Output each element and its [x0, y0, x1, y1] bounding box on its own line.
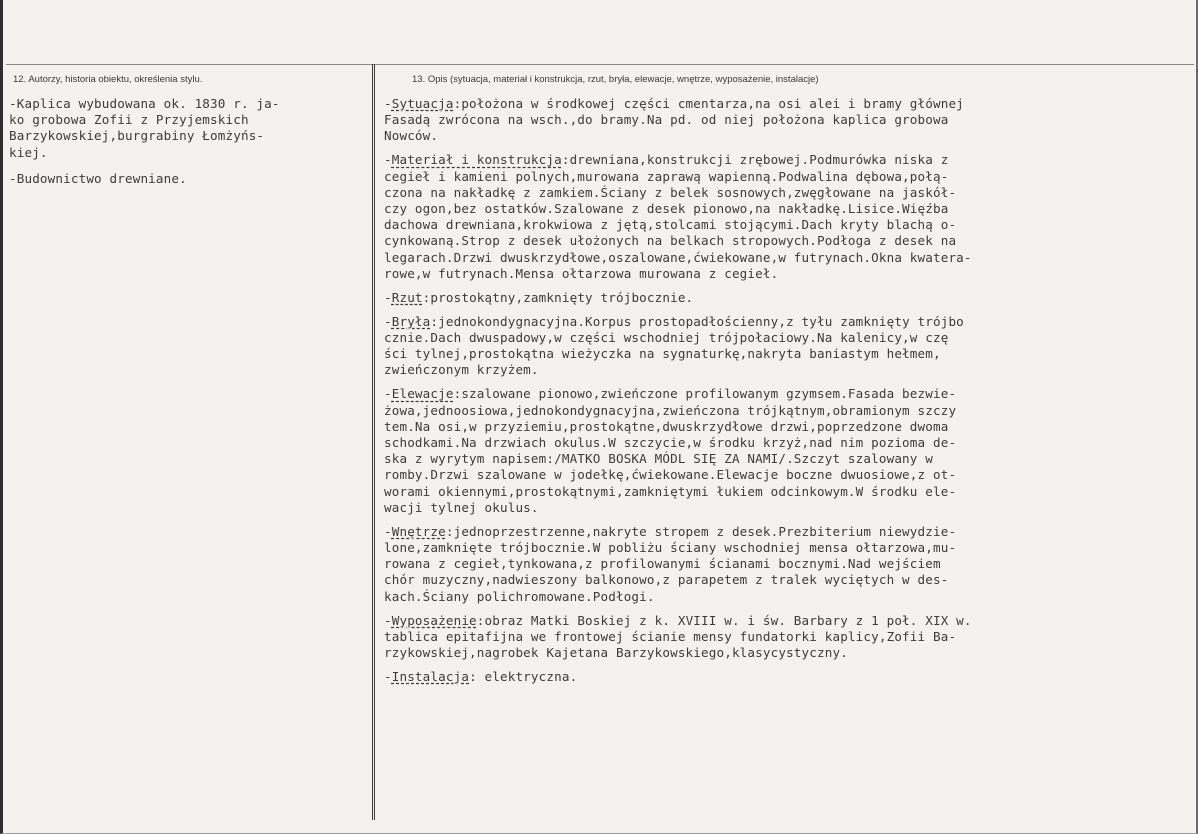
line-text: :drewniana,konstrukcji zrębowej.Podmurówka niska z — [561, 152, 949, 168]
text-line — [384, 112, 1150, 128]
section-label: Rzut — [391, 289, 423, 305]
text-line — [384, 669, 1150, 685]
text-line — [384, 419, 1150, 435]
text-line: -Kaplica wybudowana ok. 1830 r. ja- — [9, 96, 280, 111]
text-line — [384, 613, 1150, 629]
text-line — [384, 169, 1150, 185]
text-line — [384, 403, 1150, 419]
text-line — [384, 556, 1150, 572]
section-label: Wyposażenie — [391, 612, 477, 628]
history-paragraph — [9, 171, 367, 187]
line-text: :położona w środkowej części cmentarza,na osi alei i bramy głównej — [453, 96, 964, 111]
line-text: schodkami.Na drzwiach okulus.W szczycie,w środku krzyż,nad nim pozioma de- — [384, 435, 957, 451]
text-line — [384, 233, 1150, 249]
text-line — [384, 290, 1150, 306]
line-text: chór muzyczny,nadwieszony balkonowo,z parapetem z tralek wyciętych w des- — [384, 572, 949, 588]
line-text: lone,zamknięte trójbocznie.W pobliżu ściany wschodniej mensa ołtarzowa,mu- — [384, 540, 957, 556]
dash-marker: - — [384, 313, 392, 329]
description-column — [384, 96, 1150, 693]
text-line — [384, 201, 1150, 217]
line-text: żowa,jednoosiowa,jednokondygnacyjna,zwieńczona trójkątnym,obramionym szczy — [384, 402, 957, 418]
text-line — [384, 266, 1150, 282]
text-line: ko grobowa Zofii z Przyjemskich — [9, 112, 249, 128]
text-line — [384, 451, 1150, 467]
text-line: -Budownictwo drewniane. — [9, 170, 187, 186]
column-divider-inner — [374, 64, 375, 820]
description-paragraph — [384, 314, 1150, 379]
text-line: kiej. — [9, 144, 48, 160]
line-text: tablica epitafijna we frontowej ścianie mensy fundatorki kaplicy,Zofii Ba- — [384, 628, 957, 644]
line-text: Fasadą zwrócona na wsch.,do bramy.Na pd. od niej położona kaplica grobowa — [384, 112, 949, 128]
section-label: Elewacje — [391, 386, 454, 402]
text-line — [384, 467, 1150, 483]
line-text: dachowa drewniana,krokwiowa z jętą,stolcami stojącymi.Dach kryty blachą o- — [384, 217, 957, 233]
line-text: Nowców. — [384, 128, 439, 144]
section-13-header: 13. Opis (sytuacja, materiał i konstrukcja, rzut, bryła, elewacje, wnętrze, wyposażenie, instalacje) — [412, 74, 819, 85]
line-text: zwieńczonym krzyżem. — [384, 362, 539, 378]
text-line — [384, 540, 1150, 556]
column-divider — [372, 64, 373, 820]
dash-marker: - — [384, 612, 392, 628]
text-line: Barzykowskiej,burgrabiny Łomżyńs- — [9, 128, 265, 144]
dash-marker: - — [384, 669, 392, 685]
description-paragraph — [384, 524, 1150, 605]
line-text: legarach.Drzwi dwuskrzydłowe,oszalowane,ćwiekowane,w futrynach.Okna kwatera- — [384, 249, 972, 265]
line-text: :prostokątny,zamknięty trójbocznie. — [422, 289, 694, 305]
text-line — [384, 152, 1150, 168]
line-text: : elektryczna. — [469, 669, 578, 685]
line-text: wacji tylnej okulus. — [384, 499, 539, 515]
line-text: czona na nakładkę z zamkiem.Ściany z belek sosnowych,zwęgłowane na jaskół- — [384, 184, 957, 200]
section-label: Bryła — [391, 313, 431, 329]
text-line — [384, 330, 1150, 346]
description-paragraph — [384, 152, 1150, 282]
dash-marker: - — [384, 289, 392, 305]
text-line — [384, 386, 1150, 402]
line-text: rowana z cegieł,tynkowana,z profilowanymi ścianami bocznymi.Nad wejściem — [384, 556, 941, 572]
line-text: kach.Ściany polichromowane.Podłogi. — [384, 588, 655, 604]
line-text: :szalowane pionowo,zwieńczone profilowanym gzymsem.Fasada bezwie- — [453, 386, 957, 402]
text-line — [384, 314, 1150, 330]
dash-marker: - — [384, 152, 392, 168]
line-text: rowe,w futrynach.Mensa ołtarzowa murowana z cegieł. — [384, 265, 779, 281]
dash-marker: - — [384, 96, 392, 111]
text-line — [384, 96, 1150, 112]
line-text: tem.Na osi,w przyziemiu,prostokątne,dwuskrzydłowe drzwi,poprzedzone dwoma — [384, 418, 949, 434]
section-label: Wnętrze — [391, 523, 446, 539]
section-12-header: 12. Autorzy, historia obiektu, określenia stylu. — [13, 74, 203, 85]
text-line — [384, 435, 1150, 451]
line-text: romby.Drzwi szalowane w jodełkę,ćwiekowane.Elewacje boczne dwuosiowe,z ot- — [384, 467, 957, 483]
description-paragraph — [384, 290, 1150, 306]
text-line — [384, 524, 1150, 540]
text-line — [384, 128, 1150, 144]
section-label: Instalacja — [391, 669, 470, 685]
text-line — [384, 645, 1150, 661]
line-text: :jednoprzestrzenne,nakryte stropem z desek.Prezbiterium niewydzie- — [445, 523, 957, 539]
section-label: Materiał i konstrukcja — [391, 152, 562, 168]
description-paragraph — [384, 96, 1150, 145]
text-line — [384, 500, 1150, 516]
description-paragraph — [384, 613, 1150, 662]
dash-marker: - — [384, 523, 392, 539]
history-paragraph — [9, 96, 367, 161]
line-text: czy ogon,bez ostatków.Szalowane z desek pionowo,na nakładkę.Lisice.Więźba — [384, 201, 949, 217]
text-line — [384, 346, 1150, 362]
dash-marker: - — [384, 386, 392, 402]
text-line — [384, 185, 1150, 201]
description-paragraph — [384, 386, 1150, 516]
text-line — [384, 484, 1150, 500]
text-line — [384, 572, 1150, 588]
line-text: :obraz Matki Boskiej z k. XVIII w. i św. Barbary z 1 poł. XIX w. — [476, 612, 972, 628]
history-column — [9, 96, 367, 197]
text-line — [384, 250, 1150, 266]
text-line — [384, 362, 1150, 378]
line-text: ska z wyrytym napisem:/MATKO BOSKA MÓDL SIĘ ZA NAMI/.Szczyt szalowany w — [384, 451, 933, 467]
line-text: :jednokondygnacyjna.Korpus prostopadłościenny,z tyłu zamknięty trójbo — [430, 313, 964, 329]
line-text: cynkowaną.Strop z desek ułożonych na belkach stropowych.Podłoga z desek na — [384, 233, 957, 249]
section-label: Sytuacja — [391, 96, 454, 111]
line-text: ści tylnej,prostokątna wieżyczka na sygnaturkę,nakryta baniastym hełmem, — [384, 346, 941, 362]
header-divider — [6, 64, 1194, 65]
line-text: cegieł i kamieni polnych,murowana zaprawą wapienną.Podwalina dębowa,połą- — [384, 168, 949, 184]
text-line — [384, 589, 1150, 605]
text-line — [384, 217, 1150, 233]
text-line — [384, 629, 1150, 645]
line-text: rzykowskiej,nagrobek Kajetana Barzykowskiego,klasycystyczny. — [384, 645, 848, 661]
description-paragraph — [384, 669, 1150, 685]
line-text: cznie.Dach dwuspadowy,w części wschodniej trójpołaciowy.Na kalenicy,w czę — [384, 330, 949, 346]
line-text: worami okiennymi,prostokątnymi,zamkniętymi łukiem odcinkowym.W środku ele- — [384, 483, 957, 499]
